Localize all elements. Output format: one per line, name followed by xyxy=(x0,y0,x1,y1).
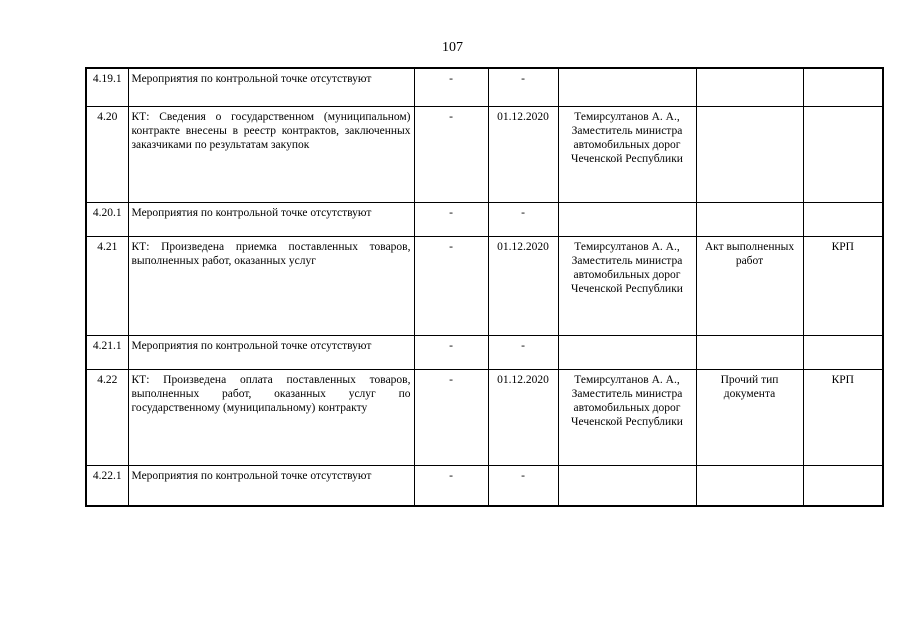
row-document xyxy=(696,107,803,203)
row-date: 01.12.2020 xyxy=(488,107,558,203)
row-text: Мероприятия по контрольной точке отсутствуют xyxy=(128,68,414,107)
row-responsible: Темирсултанов А. А., Заместитель министра автомобильных дорог Чеченской Республики xyxy=(558,370,696,466)
row-document: Акт выполненных работ xyxy=(696,237,803,336)
row-system xyxy=(803,336,883,370)
row-start: - xyxy=(414,203,488,237)
row-date: - xyxy=(488,68,558,107)
row-document: Прочий тип документа xyxy=(696,370,803,466)
row-date: - xyxy=(488,466,558,507)
row-text: КТ: Произведена приемка поставленных товаров, выполненных работ, оказанных услуг xyxy=(128,237,414,336)
row-number: 4.21 xyxy=(86,237,128,336)
row-start: - xyxy=(414,370,488,466)
table-row xyxy=(86,336,883,370)
row-responsible xyxy=(558,68,696,107)
table-row xyxy=(86,466,883,507)
row-date: - xyxy=(488,203,558,237)
row-responsible xyxy=(558,336,696,370)
row-text: Мероприятия по контрольной точке отсутствуют xyxy=(128,336,414,370)
table-row xyxy=(86,203,883,237)
row-date: - xyxy=(488,336,558,370)
row-number: 4.19.1 xyxy=(86,68,128,107)
page-number: 107 xyxy=(442,40,463,55)
row-responsible xyxy=(558,466,696,507)
row-number: 4.20.1 xyxy=(86,203,128,237)
row-number: 4.21.1 xyxy=(86,336,128,370)
row-start: - xyxy=(414,237,488,336)
row-start: - xyxy=(414,107,488,203)
row-system: КРП xyxy=(803,237,883,336)
row-date: 01.12.2020 xyxy=(488,237,558,336)
table-row xyxy=(86,68,883,107)
row-responsible: Темирсултанов А. А., Заместитель министра автомобильных дорог Чеченской Республики xyxy=(558,107,696,203)
row-system xyxy=(803,107,883,203)
row-responsible: Темирсултанов А. А., Заместитель министра автомобильных дорог Чеченской Республики xyxy=(558,237,696,336)
row-number: 4.22 xyxy=(86,370,128,466)
row-document xyxy=(696,68,803,107)
table-row xyxy=(86,237,883,336)
row-document xyxy=(696,466,803,507)
table-row xyxy=(86,107,883,203)
row-number: 4.20 xyxy=(86,107,128,203)
table-row xyxy=(86,370,883,466)
row-responsible xyxy=(558,203,696,237)
row-text: КТ: Сведения о государственном (муниципальном) контракте внесены в реестр контрактов, заключенных заказчиками по результатам закупок xyxy=(128,107,414,203)
row-number: 4.22.1 xyxy=(86,466,128,507)
row-text: Мероприятия по контрольной точке отсутствуют xyxy=(128,466,414,507)
row-start: - xyxy=(414,68,488,107)
row-date: 01.12.2020 xyxy=(488,370,558,466)
row-system xyxy=(803,466,883,507)
row-text: Мероприятия по контрольной точке отсутствуют xyxy=(128,203,414,237)
row-start: - xyxy=(414,466,488,507)
row-text: КТ: Произведена оплата поставленных товаров, выполненных работ, оказанных услуг по государственному (муниципальному) контракту xyxy=(128,370,414,466)
row-system xyxy=(803,68,883,107)
row-system xyxy=(803,203,883,237)
row-start: - xyxy=(414,336,488,370)
plan-table xyxy=(85,67,884,507)
row-document xyxy=(696,203,803,237)
row-system: КРП xyxy=(803,370,883,466)
row-document xyxy=(696,336,803,370)
